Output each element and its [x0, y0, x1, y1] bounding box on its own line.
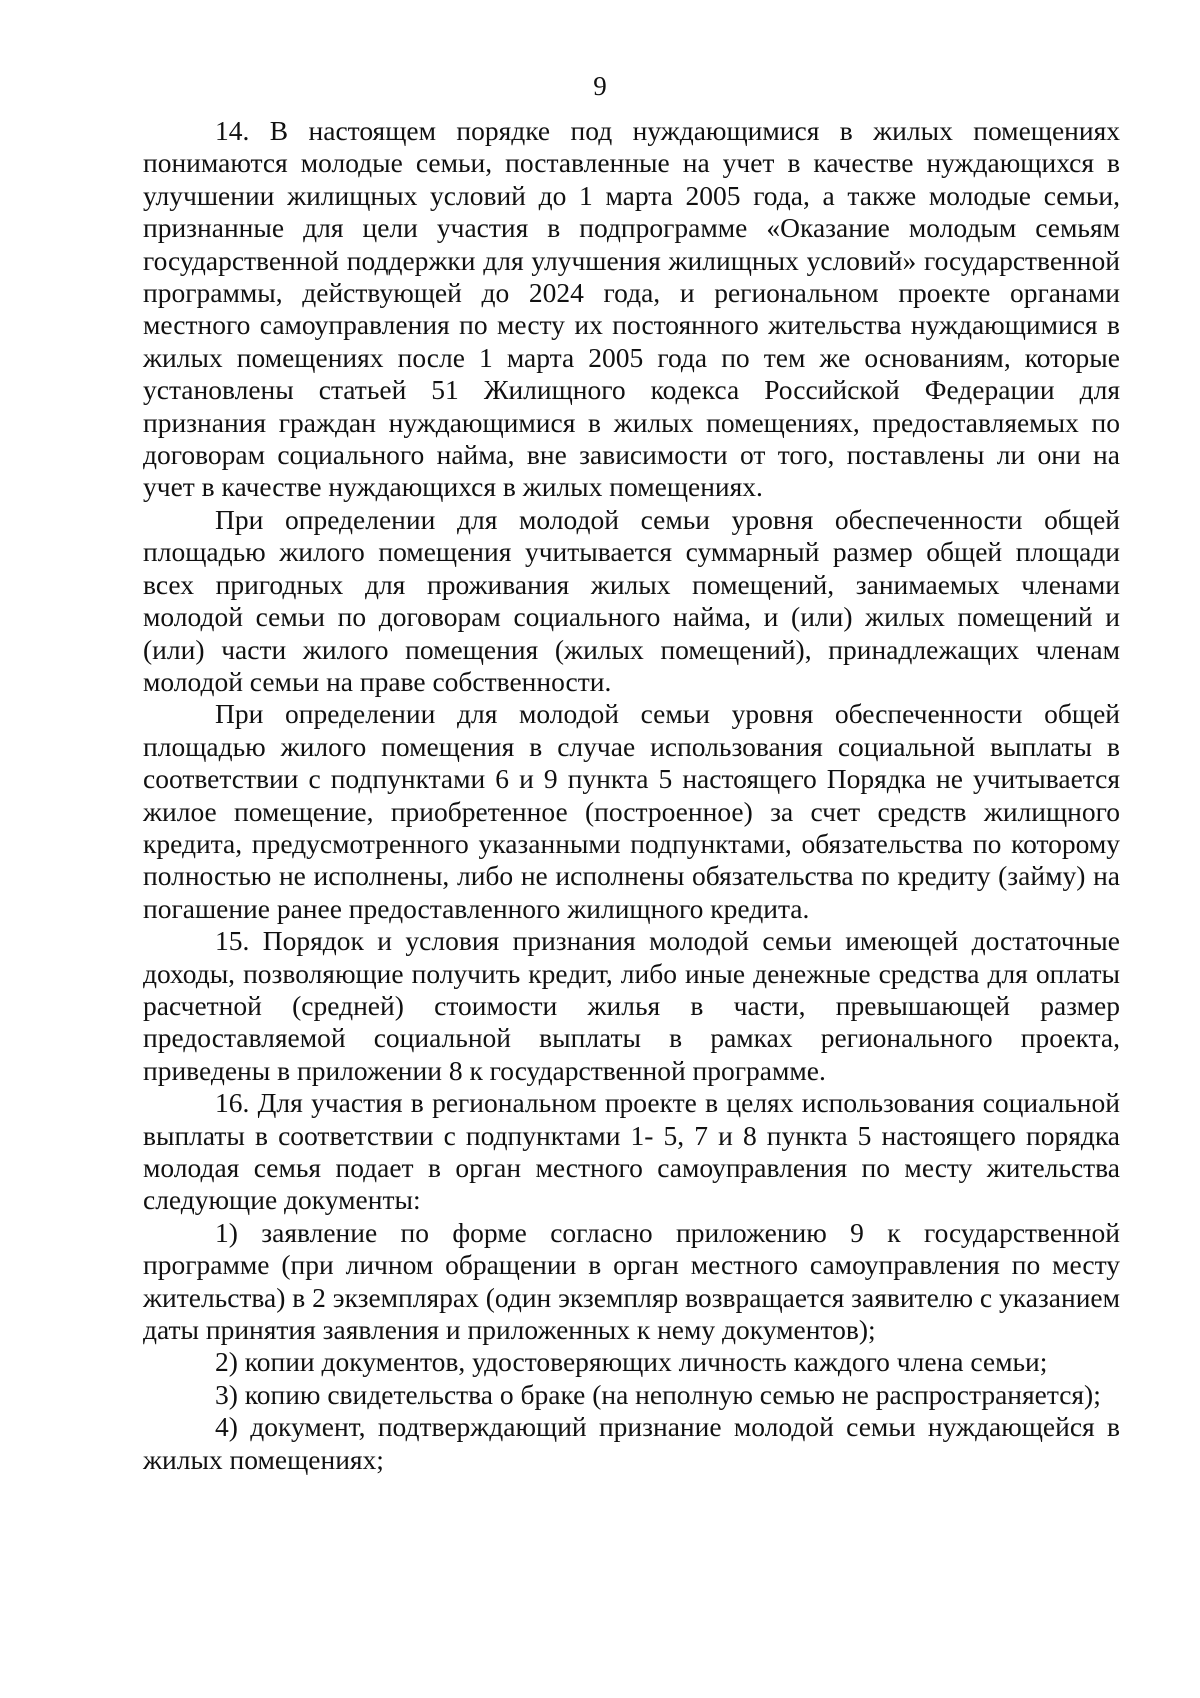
- paragraph-15: 15. Порядок и условия признания молодой семьи имеющей достаточные доходы, позволяющие получить кредит, либо иные денежные средства для оплаты расчетной (средней) стоимости жилья в части, превышающей размер предоставляемой социальной выплаты в рамках регионального проекта, приведены в приложении 8 к государственной программе.: [143, 925, 1120, 1086]
- paragraph-16: 16. Для участия в региональном проекте в целях использования социальной выплаты в соответствии с подпунктами 1- 5, 7 и 8 пункта 5 настоящего порядка молодая семья подает в орган местного самоуправления по месту жительства следующие документы:: [143, 1087, 1120, 1216]
- paragraph-area-exclusion: При определении для молодой семьи уровня обеспеченности общей площадью жилого помещения в случае использования социальной выплаты в соответствии с подпунктами 6 и 9 пункта 5 настоящего Порядка не учитывается жилое помещение, приобретенное (построенное) за счет средств жилищного кредита, предусмотренного указанными подпунктами, обязательства по которому полностью не исполнены, либо не исполнены обязательства по кредиту (займу) на погашение ранее предоставленного жилищного кредита.: [143, 698, 1120, 924]
- page-number: 9: [593, 71, 607, 101]
- paragraph-14: 14. В настоящем порядке под нуждающимися в жилых помещениях понимаются молодые семьи, поставленные на учет в качестве нуждающихся в улучшении жилищных условий до 1 марта 2005 года, а также молодые семьи, признанные для цели участия в подпрограмме «Оказание молодым семьям государственной поддержки для улучшения жилищных условий» государственной программы, действующей до 2024 года, и региональном проекте органами местного самоуправления по месту их постоянного жительства нуждающимися в жилых помещениях после 1 марта 2005 года по тем же основаниям, которые установлены статьей 51 Жилищного кодекса Российской Федерации для признания граждан нуждающимися в жилых помещениях, предоставляемых по договорам социального найма, вне зависимости от того, поставлены ли они на учет в качестве нуждающихся в жилых помещениях.: [143, 115, 1120, 503]
- list-item-4: 4) документ, подтверждающий признание молодой семьи нуждающейся в жилых помещениях;: [143, 1411, 1120, 1475]
- list-item-2: 2) копии документов, удостоверяющих личность каждого члена семьи;: [215, 1346, 1048, 1378]
- document-body: [143, 115, 1120, 1476]
- list-item-1: 1) заявление по форме согласно приложению 9 к государственной программе (при личном обращении в орган местного самоуправления по месту жительства) в 2 экземплярах (один экземпляр возвращается заявителю с указанием даты принятия заявления и приложенных к нему документов);: [143, 1216, 1121, 1346]
- paragraph-area-calculation: При определении для молодой семьи уровня обеспеченности общей площадью жилого помещения учитывается суммарный размер общей площади всех пригодных для проживания жилых помещений, занимаемых членами молодой семьи по договорам социального найма, и (или) жилых помещений и (или) части жилого помещения (жилых помещений), принадлежащих членам молодой семьи на праве собственности.: [143, 503, 1120, 697]
- list-item-3: 3) копию свидетельства о браке (на неполную семью не распространяется);: [215, 1378, 1101, 1410]
